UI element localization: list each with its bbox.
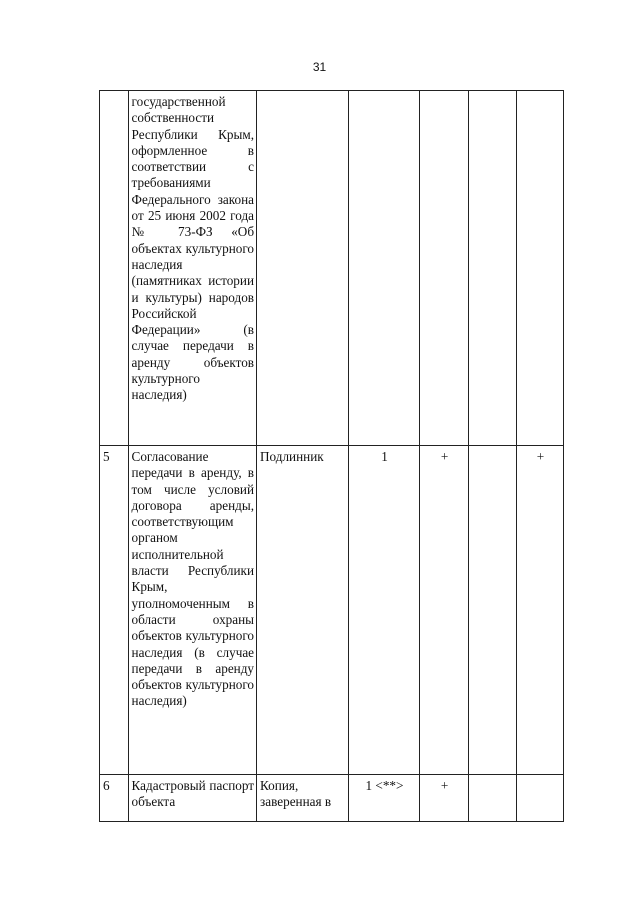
mark-column-6 — [469, 775, 517, 822]
mark-column-7: + — [517, 446, 564, 775]
mark-column-7 — [517, 91, 564, 446]
mark-column-5: + — [420, 775, 469, 822]
row-number: 5 — [100, 446, 129, 775]
document-quantity: 1 <**> — [348, 775, 419, 822]
document-quantity: 1 — [348, 446, 419, 775]
document-form — [257, 91, 349, 446]
mark-column-5: + — [420, 446, 469, 775]
document-description: Согласование передачи в аренду, в том числе условий договора аренды, соответствующим органом исполнительной власти Республики Крым, уполномоченным в области охраны объектов культурного наследия (в случае передачи в аренду объектов культурного наследия) — [128, 446, 256, 775]
table-row — [100, 446, 564, 775]
table-row — [100, 775, 564, 822]
document-description: Кадастровый паспорт объекта — [128, 775, 256, 822]
row-number: 6 — [100, 775, 129, 822]
table-row — [100, 91, 564, 446]
page-number: 31 — [312, 60, 327, 74]
document-description: государственной собственности Республики Крым, оформленное в соответствии с требованиями Федерального закона от 25 июня 2002 года № 73-ФЗ «Об объектах культурного наследия (памятниках истории и культуры) народов Российской Федерации» (в случае передачи в аренду объектов культурного наследия) — [128, 91, 256, 446]
document-form: Копия, заверенная в — [257, 775, 349, 822]
mark-column-7 — [517, 775, 564, 822]
document-form: Подлинник — [257, 446, 349, 775]
row-number — [100, 91, 129, 446]
document-quantity — [348, 91, 419, 446]
mark-column-6 — [469, 446, 517, 775]
documents-table — [99, 90, 564, 822]
mark-column-5 — [420, 91, 469, 446]
mark-column-6 — [469, 91, 517, 446]
